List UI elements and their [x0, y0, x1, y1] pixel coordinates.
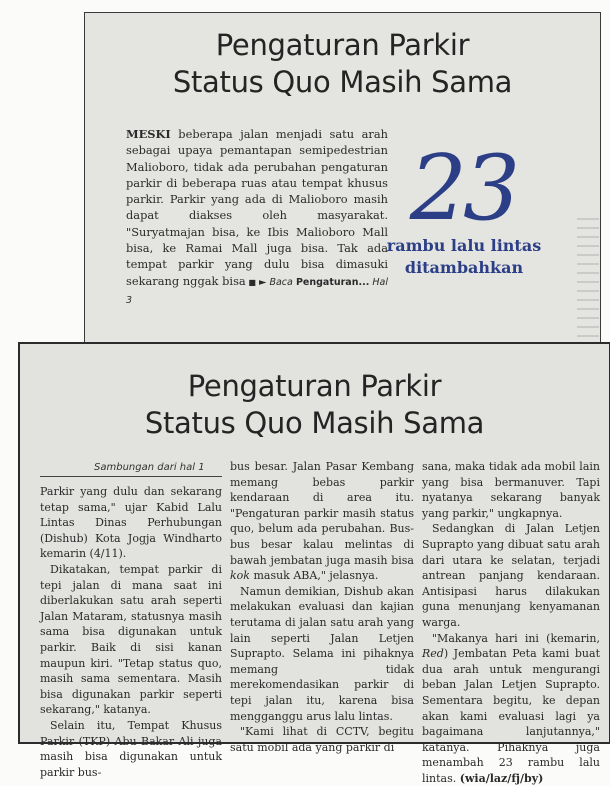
- front-page-headline: Pengaturan Parkir Status Quo Masih Sama: [172, 28, 513, 99]
- column-rule: [40, 476, 222, 477]
- paragraph: sana, maka tidak ada mobil lain yang bisa bermanuver. Tapi nyatanya sekarang banyak yang parkir," ungkapnya.: [422, 460, 600, 520]
- continuation-clipping: [18, 342, 610, 785]
- page-reference: ► Baca Pengaturan... Hal 3: [126, 276, 389, 306]
- paragraph: "Kami lihat di CCTV, begitu satu mobil ada yang parkir di: [230, 725, 414, 754]
- article-column-1: [40, 484, 222, 780]
- paragraph: Namun demikian, Dishub akan melakukan evaluasi dan kajian terutama di jalan satu arah yang lain seperti Jalan Letjen Suprapto. Selama ini pihaknya memang tidak merekomendasikan parkir di tepi jalan itu, karena bisa mengganggu arus lalu lintas.: [230, 584, 414, 723]
- paragraph: bus besar. Jalan Pasar Kembang memang bebas parkir kendaraan di area itu. "Pengaturan parkir masih status quo, belum ada perubahan. Bus-bus besar kalau melintas di bawah jembatan juga masih bisa kok masuk ABA," jelasnya.: [230, 460, 414, 583]
- continued-from-label: Sambungan dari hal 1: [94, 462, 205, 473]
- continuation-headline: Pengaturan Parkir Status Quo Masih Sama: [144, 369, 485, 440]
- highlight-number: 23: [409, 136, 517, 241]
- article-column-2: [230, 459, 414, 755]
- paragraph: Sedangkan di Jalan Letjen Suprapto yang dibuat satu arah dari utara ke selatan, terjadi antrean panjang kendaraan. Antisipasi harus dilakukan guna menunjang kenyamanan warga.: [422, 522, 600, 629]
- front-page-clipping: [84, 12, 601, 352]
- paragraph: Parkir yang dulu dan sekarang tetap sama," ujar Kabid Lalu Lintas Dinas Perhubungan (Dishub) Kota Jogja Windharto kemarin (4/11).: [40, 485, 222, 561]
- highlight-caption: rambu lalu lintas ditambahkan: [386, 236, 542, 277]
- paragraph: Selain itu, Tempat Khusus Parkir (TKP) Abu Bakar Ali juga masih bisa digunakan untuk parkir bus-: [40, 718, 222, 779]
- lead-paragraph: MESKI beberapa jalan menjadi satu arah sebagai upaya pemantapan semipedestrian Malioboro, tidak ada perubahan pengaturan parkir di beberapa ruas atau tempat khusus parkir. Parkir yang ada di Malioboro masih dapat diakses oleh masyarakat. "Suryatmajan bisa, ke Ibis Malioboro Mall bisa, ke Ramai Mall juga bisa. Tak ada tempat parkir yang dulu bisa dimasuki sekarang nggak bisa ■ ► Baca Pengaturan... Hal 3: [126, 127, 389, 306]
- paragraph: Dikatakan, tempat parkir di tepi jalan di mana saat ini diberlakukan satu arah seperti Jalan Mataram, statusnya masih sama bisa digunakan untuk parkir. Baik di sisi kanan maupun kiri. "Tetap status quo, masih sama sementara. Masih bisa digunakan parkir seperti sekarang," katanya.: [40, 562, 222, 717]
- article-column-3: [422, 459, 600, 786]
- paragraph: "Makanya hari ini (kemarin, Red) Jembatan Peta kami buat dua arah untuk mengurangi beban Jalan Letjen Suprapto. Sementara begitu, ke depan akan kami evaluasi lagi ya bagaimana lanjutannya," katanya. Pihaknya juga menambah 23 rambu lalu lintas. (wia/laz/fj/by): [422, 631, 600, 785]
